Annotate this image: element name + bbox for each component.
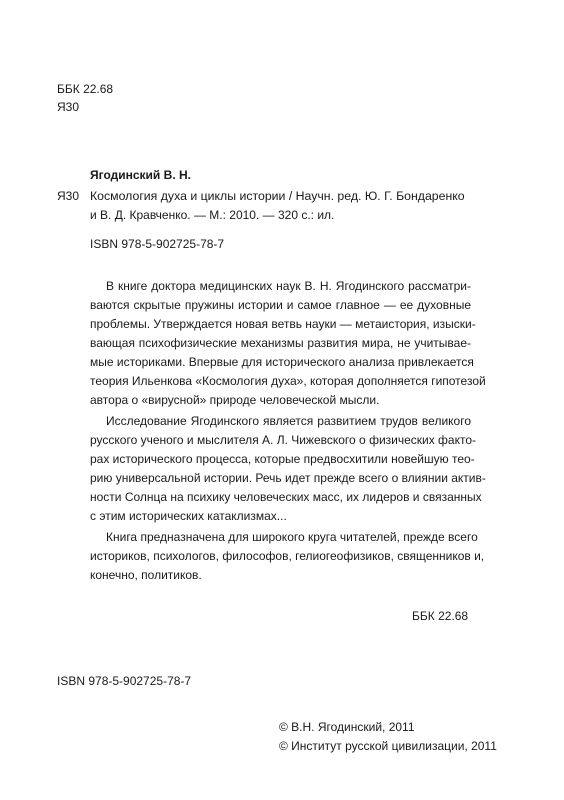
isbn-bottom: ISBN 978-5-902725-78-7 [57,674,192,688]
annotation-line: вающая психофизические механизмы развития мира, не учитывае- [90,336,471,350]
annotation-line: с этим исторических катаклизмах... [90,509,287,523]
annotation-line: рию универсальной истории. Речь идет прежде всего о влиянии актив- [90,471,486,485]
copyright-author: © В.Н. Ягодинский, 2011 [279,720,415,734]
annotation-line: теория Ильенкова «Космология духа», которая дополняется гипотезой [90,374,486,388]
annotation-line: рах исторического процесса, которые предвосхитили новейшую тео- [90,452,475,466]
annotation-line: В книге доктора медицинских наук В. Н. Ягодинского рассматри- [106,279,471,293]
annotation-line: Книга предназначена для широкого круга читателей, прежде всего [106,530,478,544]
annotation-line: историков, психологов, философов, гелиогеофизиков, священников и, [90,549,485,563]
annotation-line: проблемы. Утверждается новая ветвь науки — метаистория, изыски- [90,317,476,331]
bbk-code-right: ББК 22.68 [412,609,469,623]
annotation-line: мые историками. Впервые для исторического анализа привлекается [90,355,474,369]
entry-title-line: Космология духа и циклы истории / Научн. ред. Ю. Г. Бондаренко [90,189,465,203]
entry-title-line: и В. Д. Кравченко. — М.: 2010. — 320 с.: ил. [90,208,335,222]
author-mark: Я30 [57,100,80,114]
bbk-code: ББК 22.68 [57,82,114,96]
entry-author: Ягодинский В. Н. [90,168,191,182]
annotation-line: русского ученого и мыслителя А. Л. Чижевского о физических факто- [90,433,477,447]
entry-author-mark: Я30 [57,189,80,203]
annotation-line: автора о «вирусной» природе человеческой мысли. [90,393,380,407]
annotation-line: Исследование Ягодинского является развитием трудов великого [106,414,471,428]
annotation-line: конечно, политиков. [90,568,202,582]
isbn-top: ISBN 978-5-902725-78-7 [90,237,225,251]
annotation-line: ваются скрытые пружины истории и самое главное — ее духовные [90,298,471,312]
annotation-line: ности Солнца на психику человеческих масс, их лидеров и связанных [90,490,482,504]
copyright-publisher: © Институт русской цивилизации, 2011 [279,739,497,753]
